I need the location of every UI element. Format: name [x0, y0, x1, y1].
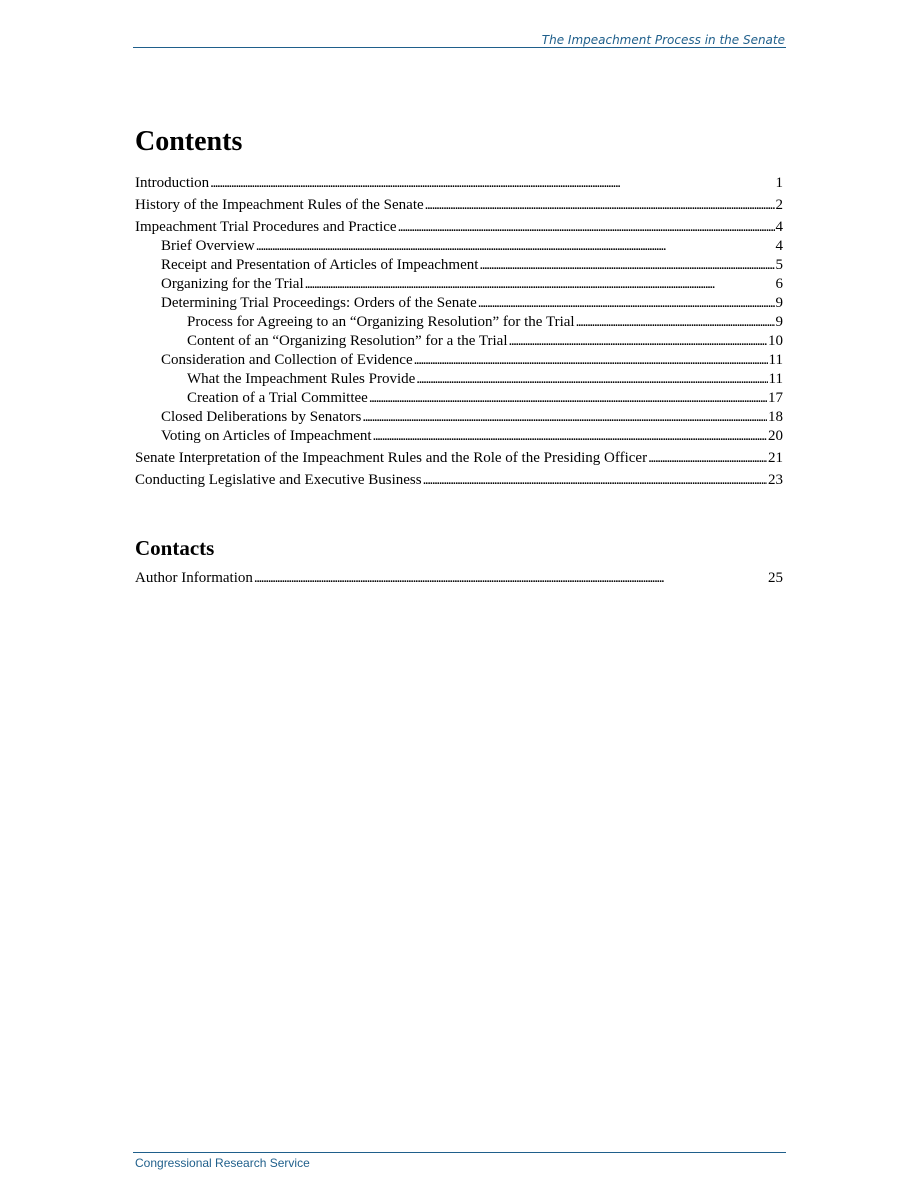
- toc-entry-title: Determining Trial Proceedings: Orders of the Senate: [161, 295, 477, 311]
- toc-entry-author-information[interactable]: [135, 569, 783, 588]
- toc-entry-page: 4: [775, 238, 783, 254]
- running-header-title: The Impeachment Process in the Senate: [541, 33, 785, 47]
- toc-entry-determining-proceedings[interactable]: [135, 294, 783, 313]
- toc-entry-title: Closed Deliberations by Senators: [161, 409, 362, 425]
- toc-entry-page: 4: [775, 219, 783, 235]
- toc-entry-introduction[interactable]: [135, 174, 783, 193]
- dot-leader: [425, 196, 775, 215]
- dot-leader: [256, 237, 775, 256]
- toc-entry-agreeing-resolution[interactable]: [135, 313, 783, 332]
- toc-entry-receipt-presentation[interactable]: [135, 256, 783, 275]
- toc-entry-page: 5: [775, 257, 783, 273]
- toc-entry-title: Organizing for the Trial: [161, 276, 304, 292]
- dot-leader: [648, 449, 767, 468]
- toc-entry-page: 21: [768, 450, 783, 466]
- footer-source: Congressional Research Service: [135, 1156, 310, 1170]
- toc-entry-title: Senate Interpretation of the Impeachment Rules and the Role of the Presiding Officer: [135, 450, 648, 466]
- toc-entry-title: What the Impeachment Rules Provide: [187, 371, 416, 387]
- toc-entry-title: Brief Overview: [161, 238, 255, 254]
- toc-entry-page: 1: [775, 175, 783, 191]
- dot-leader: [369, 389, 767, 408]
- toc-entry-legislative-business[interactable]: [135, 471, 783, 490]
- contacts-list: [135, 569, 783, 588]
- dot-leader: [509, 332, 767, 351]
- toc-entry-senate-interpretation[interactable]: [135, 449, 783, 468]
- toc-entry-page: 18: [768, 409, 783, 425]
- toc-entry-title: Author Information: [135, 570, 253, 586]
- toc-entry-page: 17: [768, 390, 783, 406]
- dot-leader: [576, 313, 775, 332]
- toc-entry-history[interactable]: [135, 196, 783, 215]
- dot-leader: [423, 471, 767, 490]
- toc-entry-closed-deliberations[interactable]: [135, 408, 783, 427]
- toc-entry-page: 11: [768, 371, 783, 387]
- contacts-heading: Contacts: [135, 536, 215, 560]
- table-of-contents: [135, 174, 783, 490]
- dot-leader: [210, 174, 774, 193]
- running-footer: [133, 1152, 786, 1170]
- toc-entry-title: Conducting Legislative and Executive Business: [135, 472, 422, 488]
- dot-leader: [416, 370, 767, 389]
- contents-heading: Contents: [135, 126, 243, 157]
- toc-entry-page: 23: [768, 472, 783, 488]
- dot-leader: [414, 351, 768, 370]
- toc-entry-trial-committee[interactable]: [135, 389, 783, 408]
- toc-entry-title: Voting on Articles of Impeachment: [161, 428, 372, 444]
- toc-entry-title: Consideration and Collection of Evidence: [161, 352, 413, 368]
- toc-entry-title: Process for Agreeing to an “Organizing Resolution” for the Trial: [187, 314, 575, 330]
- dot-leader: [398, 218, 775, 237]
- toc-entry-page: 9: [775, 295, 783, 311]
- toc-entry-title: Impeachment Trial Procedures and Practice: [135, 219, 397, 235]
- toc-entry-brief-overview[interactable]: [135, 237, 783, 256]
- toc-entry-title: History of the Impeachment Rules of the Senate: [135, 197, 424, 213]
- dot-leader: [305, 275, 775, 294]
- dot-leader: [254, 569, 767, 588]
- toc-entry-page: 25: [768, 570, 783, 586]
- toc-entry-page: 20: [768, 428, 783, 444]
- toc-entry-page: 6: [775, 276, 783, 292]
- toc-entry-page: 11: [768, 352, 783, 368]
- toc-entry-title: Creation of a Trial Committee: [187, 390, 368, 406]
- toc-entry-page: 2: [775, 197, 783, 213]
- toc-entry-rules-provide[interactable]: [135, 370, 783, 389]
- dot-leader: [362, 408, 767, 427]
- toc-entry-resolution-content[interactable]: [135, 332, 783, 351]
- dot-leader: [373, 427, 767, 446]
- dot-leader: [478, 294, 775, 313]
- dot-leader: [479, 256, 774, 275]
- toc-entry-organizing-trial[interactable]: [135, 275, 783, 294]
- toc-entry-title: Receipt and Presentation of Articles of Impeachment: [161, 257, 479, 273]
- toc-entry-title: Content of an “Organizing Resolution” for a the Trial: [187, 333, 508, 349]
- toc-entry-page: 10: [768, 333, 783, 349]
- toc-entry-title: Introduction: [135, 175, 210, 191]
- toc-entry-voting[interactable]: [135, 427, 783, 446]
- running-header: [133, 31, 786, 48]
- toc-entry-page: 9: [775, 314, 783, 330]
- toc-entry-trial-procedures[interactable]: [135, 218, 783, 237]
- toc-entry-evidence[interactable]: [135, 351, 783, 370]
